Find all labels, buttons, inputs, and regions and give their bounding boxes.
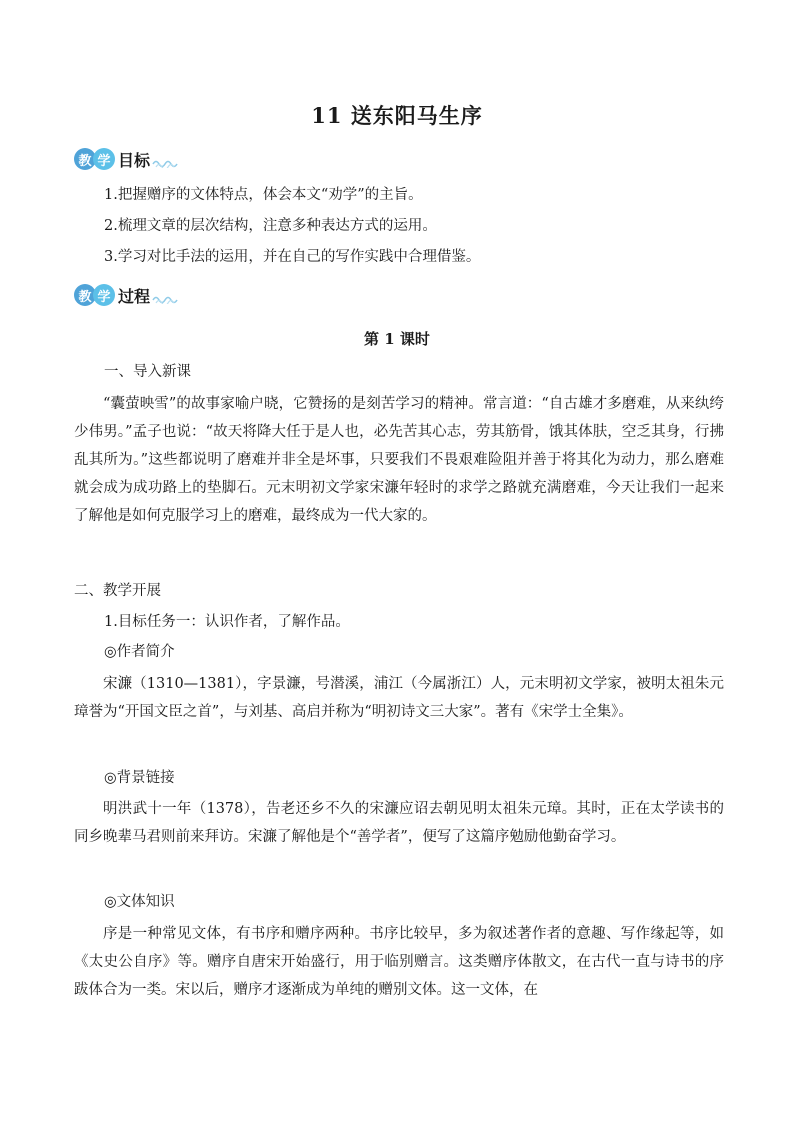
page-title: 11 送东阳马生序 — [311, 103, 483, 128]
heading-word: 目标 — [118, 150, 151, 170]
lesson-title: 第 1 课时 — [364, 330, 430, 348]
heading-word: 过程 — [118, 286, 151, 306]
background-paragraph: 明洪武十一年（1378），告老还乡不久的宋濂应诏去朝见明太祖朱元璋。其时，正在太学读书的同乡晚辈马君则前来拜访。宋濂了解他是个“善学者”，便写了这篇序勉励他勤奋学习。 — [74, 801, 724, 845]
heading-bubble: 学 — [93, 284, 115, 306]
subsection-heading: ◎文体知识 — [104, 894, 175, 910]
wave-decoration-icon — [152, 294, 180, 304]
subsection-heading: ◎作者简介 — [104, 644, 175, 660]
heading-bubble: 教 — [74, 148, 96, 170]
heading-bubble: 教 — [74, 284, 96, 306]
section-heading: 一、导入新课 — [104, 364, 191, 380]
wave-decoration-icon — [152, 158, 180, 168]
task-item: 1.目标任务一：认识作者，了解作品。 — [104, 614, 350, 630]
author-paragraph: 宋濂（1310—1381），字景濂，号潜溪，浦江（今属浙江）人，元末明初文学家，被明太祖朱元璋誉为“开国文臣之首”，与刘基、高启并称为“明初诗文三大家”。著有《宋学士全集》。 — [74, 676, 724, 720]
objective-item: 3.学习对比手法的运用，并在自己的写作实践中合理借鉴。 — [104, 249, 481, 265]
section-heading: 二、教学开展 — [74, 583, 161, 599]
subsection-heading: ◎背景链接 — [104, 770, 175, 786]
intro-paragraph: “囊萤映雪”的故事家喻户晓，它赞扬的是刻苦学习的精神。常言道：“自古雄才多磨难，从来纨绔少伟男。”孟子也说：“故天将降大任于是人也，必先苦其心志，劳其筋骨，饿其体肤，空乏其身，行拂乱其所为。”这些都说明了磨难并非全是坏事，只要我们不畏艰难险阻并善于将其化为动力，那么磨难就会成为成功路上的垫脚石。元末明初文学家宋濂年轻时的求学之路就充满磨难，今天让我们一起来了解他是如何克服学习上的磨难，最终成为一代大家的。 — [74, 396, 724, 524]
objective-item: 1.把握赠序的文体特点，体会本文“劝学”的主旨。 — [104, 187, 423, 203]
objectives-heading — [74, 147, 180, 171]
process-heading — [74, 283, 180, 307]
objective-item: 2.梳理文章的层次结构，注意多种表达方式的运用。 — [104, 218, 437, 234]
heading-bubble: 学 — [93, 148, 115, 170]
genre-paragraph: 序是一种常见文体，有书序和赠序两种。书序比较早，多为叙述著作者的意趣、写作缘起等，如《太史公自序》等。赠序自唐宋开始盛行，用于临别赠言。这类赠序体散文，在古代一直与诗书的序跋体合为一类。宋以后，赠序才逐渐成为单纯的赠别文体。这一文体，在 — [74, 926, 724, 998]
